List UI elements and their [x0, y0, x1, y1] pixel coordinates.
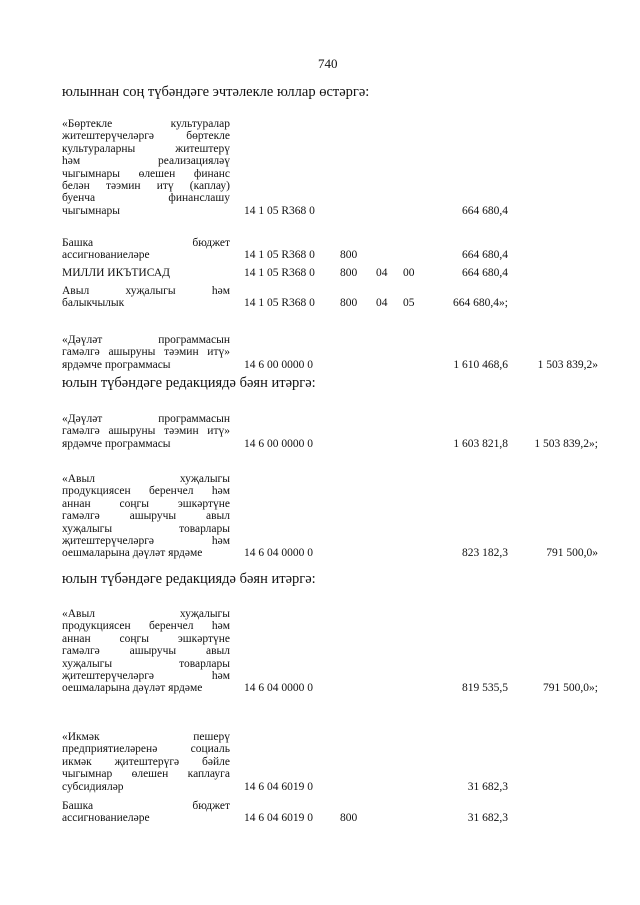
description-line: чыгымнары өлешен финанс — [62, 167, 230, 180]
row-description — [62, 237, 230, 262]
description-line: продукциясен беренчел һәм — [62, 620, 230, 633]
amount-year-1: 31 682,3 — [467, 780, 508, 793]
description-line: ассигнованиеләре — [62, 249, 150, 262]
expense-type: 800 — [340, 267, 358, 279]
section-code: 04 — [376, 267, 388, 279]
description-line: «Дәүләт программасын — [62, 413, 230, 425]
description-line: Башка бюджет — [62, 800, 230, 812]
description-line: МИЛЛИ ИКЪТИСАД — [62, 267, 170, 279]
description-line: культураларны житештерү — [62, 142, 230, 155]
description-line: предприятиеләренә социаль — [62, 743, 230, 756]
description-line: аннан соңгы эшкәртүне — [62, 632, 230, 645]
description-line: хуҗалыгы товарлары — [62, 522, 230, 535]
description-line: җитештерүчеләргә һәм — [62, 534, 230, 547]
amount-year-1: 1 603 821,8 — [453, 437, 508, 450]
amount-year-1: 819 535,5 — [462, 682, 508, 695]
description-line: «Авыл хуҗалыгы — [62, 608, 230, 620]
subsection-code: 00 — [403, 267, 415, 279]
section-heading-add-rows: юлыннан соң түбәндәге эчтәлекле юллар өстәргә: — [62, 84, 370, 100]
row-description — [62, 267, 230, 279]
description-line: житештерүчеләргә бөртекле — [62, 130, 230, 143]
section-heading-edit-2: юлын түбәндәге редакциядә бәян итәргә: — [62, 571, 316, 587]
description-line: ярдәмче программасы — [62, 437, 171, 450]
amount-year-1: 1 610 468,6 — [453, 358, 508, 371]
description-line: икмәк җитештерүгә бәйле — [62, 755, 230, 768]
page-number: 740 — [318, 56, 338, 71]
budget-code: 14 6 04 6019 0 — [244, 780, 313, 793]
description-line: «Дәүләт программасын — [62, 334, 230, 346]
description-line: Башка бюджет — [62, 237, 230, 249]
description-line: оешмаларына дәүләт ярдәме — [62, 682, 203, 695]
description-line: чыгымнар өлешен каплауга — [62, 768, 230, 781]
description-line: субсидияләр — [62, 780, 124, 793]
description-line: балыкчылык — [62, 297, 125, 310]
expense-type: 800 — [340, 249, 358, 262]
section-heading-edit-1: юлын түбәндәге редакциядә бәян итәргә: — [62, 375, 316, 391]
row-description — [62, 608, 230, 695]
amount-year-1: 664 680,4»; — [453, 297, 508, 310]
description-line: һәм реализацияләү — [62, 155, 230, 168]
description-line: продукциясен беренчел һәм — [62, 485, 230, 498]
description-line: оешмаларына дәүләт ярдәме — [62, 547, 203, 560]
description-line: гамәлгә ашыруны тәэмин итү» — [62, 346, 230, 359]
amount-year-2: 791 500,0»; — [543, 682, 598, 695]
budget-code: 14 1 05 R368 0 — [244, 204, 315, 217]
description-line: аннан соңгы эшкәртүне — [62, 497, 230, 510]
description-line: «Авыл хуҗалыгы — [62, 473, 230, 485]
budget-code: 14 1 05 R368 0 — [244, 249, 315, 262]
amount-year-1: 664 680,4 — [462, 249, 508, 262]
description-line: чыгымнары — [62, 204, 120, 217]
budget-code: 14 6 04 0000 0 — [244, 682, 313, 695]
amount-year-1: 31 682,3 — [467, 812, 508, 825]
budget-code: 14 6 04 0000 0 — [244, 547, 313, 560]
row-description — [62, 800, 230, 825]
amount-year-2: 1 503 839,2»; — [534, 437, 598, 450]
description-line: белән тәэмин итү (каплау) — [62, 179, 230, 192]
section-code: 04 — [376, 297, 388, 310]
amount-year-1: 823 182,3 — [462, 547, 508, 560]
amount-year-1: 664 680,4 — [462, 267, 508, 279]
row-description — [62, 473, 230, 560]
amount-year-2: 1 503 839,2» — [537, 358, 598, 371]
expense-type: 800 — [340, 297, 358, 310]
amount-year-2: 791 500,0» — [546, 547, 598, 560]
row-description — [62, 334, 230, 371]
row-description — [62, 731, 230, 793]
description-line: Авыл хуҗалыгы һәм — [62, 285, 230, 297]
description-line: ярдәмче программасы — [62, 358, 171, 371]
budget-code: 14 6 00 0000 0 — [244, 437, 313, 450]
description-line: җитештерүчеләргә һәм — [62, 669, 230, 682]
budget-code: 14 6 04 6019 0 — [244, 812, 313, 825]
description-line: буенча финанслашу — [62, 192, 230, 205]
description-line: «Бөртекле культуралар — [62, 118, 230, 130]
expense-type: 800 — [340, 812, 358, 825]
description-line: «Икмәк пешерү — [62, 731, 230, 743]
budget-code: 14 1 05 R368 0 — [244, 297, 315, 310]
amount-year-1: 664 680,4 — [462, 204, 508, 217]
description-line: гамәлгә ашыручы авыл — [62, 510, 230, 523]
budget-code: 14 1 05 R368 0 — [244, 267, 315, 279]
description-line: гамәлгә ашыручы авыл — [62, 645, 230, 658]
description-line: ассигнованиеләре — [62, 812, 150, 825]
description-line: гамәлгә ашыруны тәэмин итү» — [62, 425, 230, 438]
budget-code: 14 6 00 0000 0 — [244, 358, 313, 371]
row-description — [62, 118, 230, 217]
description-line: хуҗалыгы товарлары — [62, 657, 230, 670]
row-description — [62, 285, 230, 310]
row-description — [62, 413, 230, 450]
subsection-code: 05 — [403, 297, 415, 310]
